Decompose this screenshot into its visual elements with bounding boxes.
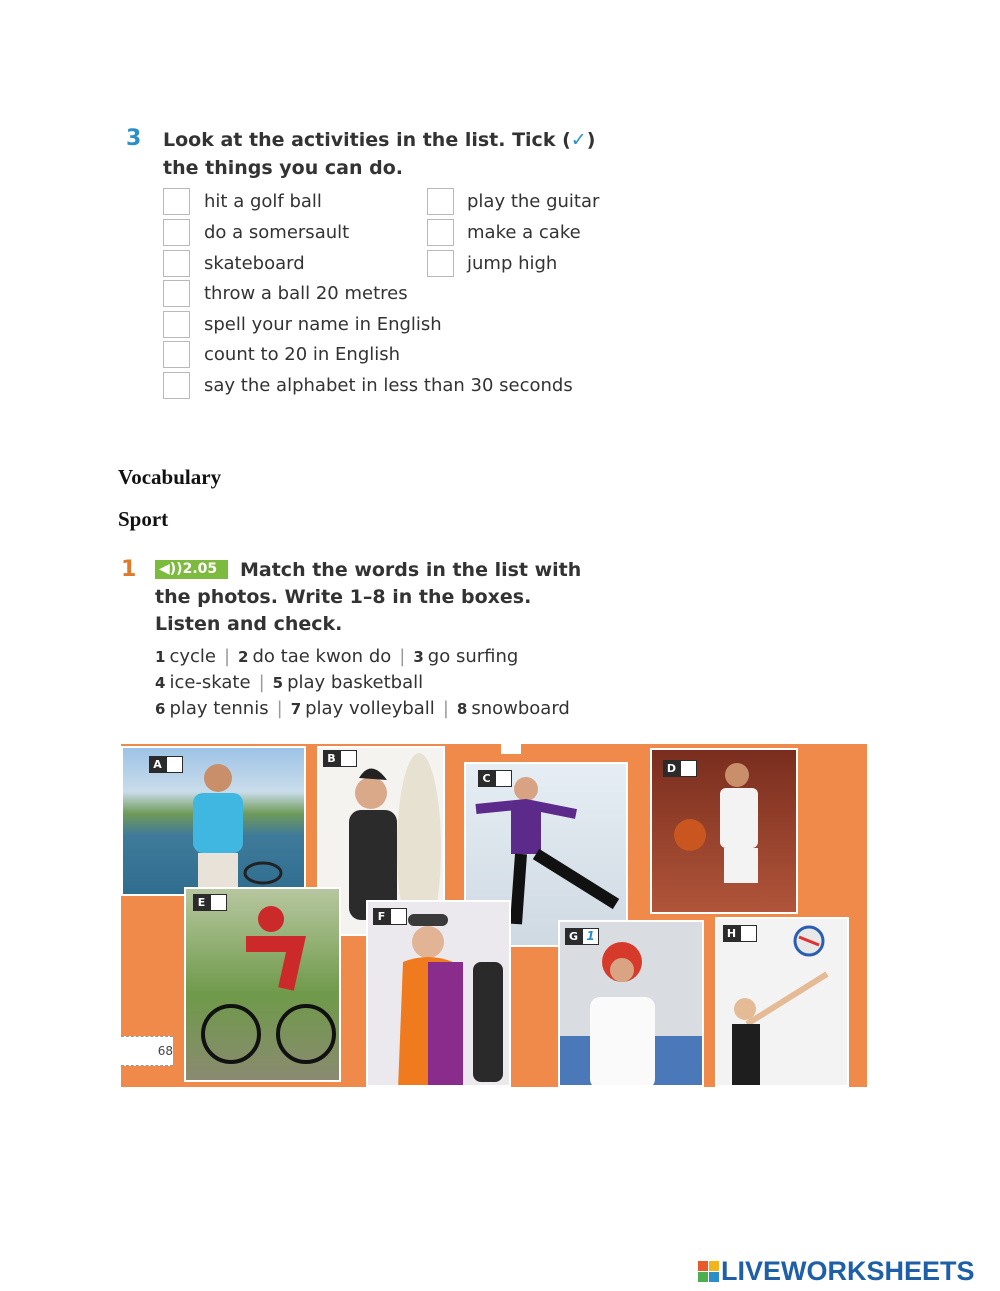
photo-e-cycling [184, 887, 341, 1082]
answer-box-d[interactable] [680, 760, 697, 777]
answer-box-b[interactable] [340, 750, 357, 767]
word-number: 8 [456, 700, 468, 718]
checklist-label: do a somersault [204, 222, 350, 243]
word-number: 4 [155, 674, 166, 692]
word: cycle [169, 646, 216, 667]
section-subheading: Sport [118, 507, 169, 531]
word-number: 2 [238, 648, 249, 666]
checkbox-spell-name[interactable] [163, 311, 190, 338]
word: play volleyball [305, 698, 435, 719]
word: snowboard [471, 698, 570, 719]
exercise-3-number: 3 [126, 126, 142, 151]
checklist-label: play the guitar [467, 191, 600, 212]
answer-box-e[interactable] [210, 894, 227, 911]
checkbox-jump-high[interactable] [427, 250, 454, 277]
photo-letter: F [373, 908, 390, 925]
photo-label-f [373, 908, 407, 925]
photo-label-h [723, 925, 757, 942]
answer-box-h[interactable] [740, 925, 757, 942]
instruction-part: ) the things you can do. [163, 129, 596, 179]
checklist-label: count to 20 in English [204, 344, 401, 365]
speaker-icon: ◀)) [159, 561, 183, 577]
section-heading: Vocabulary [118, 465, 222, 489]
photo-label-e [193, 894, 227, 911]
checkbox-guitar[interactable] [427, 188, 454, 215]
page-number: 68 [121, 1036, 173, 1066]
separator: | [276, 698, 283, 719]
photo-label-g [565, 928, 599, 945]
answer-box-c[interactable] [495, 770, 512, 787]
tick-icon: ✓ [570, 129, 587, 151]
checkbox-cake[interactable] [427, 219, 454, 246]
separator: | [223, 646, 231, 667]
word-list-line [155, 646, 518, 667]
photo-h-volleyball [715, 917, 849, 1087]
separator: | [442, 698, 449, 719]
photo-letter: G [565, 928, 582, 945]
checklist-label: hit a golf ball [204, 191, 322, 212]
photo-letter: D [663, 760, 680, 777]
answer-box-g[interactable]: 1 [582, 928, 599, 945]
word: ice-skate [169, 672, 251, 693]
photo-letter: A [149, 756, 166, 773]
checklist-label: make a cake [467, 222, 581, 243]
word-list-line [155, 698, 570, 719]
checklist-label: throw a ball 20 metres [204, 283, 408, 304]
word-number: 1 [155, 648, 166, 666]
word: play tennis [169, 698, 269, 719]
collage-notch [501, 744, 521, 754]
separator: | [399, 646, 406, 667]
checkbox-hit-golf-ball[interactable] [163, 188, 190, 215]
exercise-3-instruction [163, 126, 623, 182]
logo-tile [709, 1272, 719, 1282]
photo-f-snowboarding [366, 900, 511, 1087]
separator: | [258, 672, 265, 693]
word-list-line [155, 672, 423, 693]
snowboarder-illustration [368, 902, 511, 1087]
checkbox-somersault[interactable] [163, 219, 190, 246]
photo-g-tae-kwon-do [558, 920, 704, 1087]
checklist-label: say the alphabet in less than 30 seconds [204, 375, 573, 396]
checklist-label: jump high [467, 253, 558, 274]
checklist-label: skateboard [204, 253, 305, 274]
exercise-1-instruction: Match the words in the list with the photos. Write 1–8 in the boxes. Listen and check. [155, 559, 582, 635]
cyclist-illustration [186, 889, 341, 1082]
photo-letter: B [323, 750, 340, 767]
word-number: 6 [155, 700, 166, 718]
word-number: 5 [272, 674, 284, 692]
sport-photo-collage [121, 744, 867, 1087]
photo-letter: C [478, 770, 495, 787]
photo-label-d [663, 760, 697, 777]
logo-tile [698, 1272, 708, 1282]
word: go surfing [427, 646, 519, 667]
instruction-part: Look at the activities in the list. Tick ( [163, 129, 571, 151]
logo-text: LIVEWORKSHEETS [721, 1256, 975, 1286]
checkbox-skateboard[interactable] [163, 250, 190, 277]
photo-label-a [149, 756, 183, 773]
answer-box-a[interactable] [166, 756, 183, 773]
volleyball-player-illustration [717, 919, 849, 1087]
logo-tile [698, 1261, 708, 1271]
photo-label-b [323, 750, 357, 767]
checkbox-throw-ball[interactable] [163, 280, 190, 307]
photo-label-c [478, 770, 512, 787]
exercise-1-number: 1 [121, 557, 137, 582]
word-number: 7 [290, 700, 302, 718]
checkbox-count-20[interactable] [163, 341, 190, 368]
tae-kwon-do-illustration [560, 922, 704, 1087]
word-number: 3 [413, 648, 424, 666]
answer-box-f[interactable] [390, 908, 407, 925]
logo-mark-icon [698, 1261, 719, 1282]
word: do tae kwon do [252, 646, 392, 667]
audio-track-button[interactable] [155, 560, 228, 579]
logo-tile [709, 1261, 719, 1271]
liveworksheets-logo [698, 1256, 975, 1287]
audio-track-number: 2.05 [182, 561, 218, 577]
word: play basketball [287, 672, 424, 693]
photo-letter: E [193, 894, 210, 911]
checkbox-alphabet[interactable] [163, 372, 190, 399]
checklist-label: spell your name in English [204, 314, 442, 335]
photo-letter: H [723, 925, 740, 942]
